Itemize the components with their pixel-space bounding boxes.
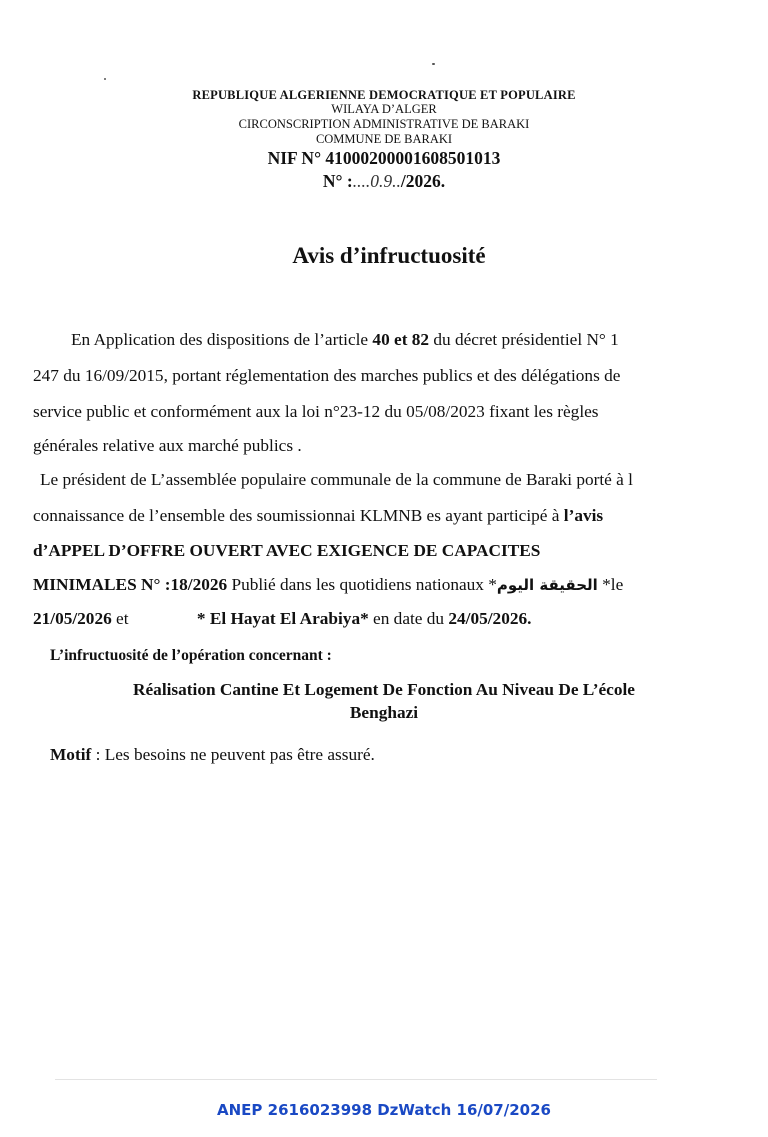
body-line: 247 du 16/09/2015, portant réglementation des marches publics et des délégations de [33,366,621,385]
footer-reference: ANEP 2616023998 DzWatch 16/07/2026 [217,1101,551,1119]
page-title: Avis d’infructuosité [292,243,486,268]
scan-speck [432,63,435,65]
number-suffix: /2026. [400,171,446,191]
operation-line-2: Benghazi [349,703,419,722]
text-run-bold: 24/05/2026. [448,609,532,628]
text-run: du décret présidentiel N° 1 [429,330,619,349]
body-line: service public et conformément aux la loi n°23-12 du 05/08/2023 fixant les règles [33,402,599,421]
number-value: ....0.9.. [352,171,401,191]
header-republic: REPUBLIQUE ALGERIENNE DEMOCRATIQUE ET POPULAIRE [192,88,576,102]
body-line: d’APPEL D’OFFRE OUVERT AVEC EXIGENCE DE CAPACITES [33,541,541,560]
motif-label: Motif [50,745,92,764]
number-prefix: N° : [322,171,353,191]
body-line [71,330,619,350]
text-run: Publié dans les quotidiens nationaux * [227,575,497,594]
header-circonscription: CIRCONSCRIPTION ADMINISTRATIVE DE BARAKI [238,117,530,131]
body-line [33,575,623,595]
text-run-bold: l’avis [563,506,604,525]
scan-edge [55,1079,657,1080]
text-run: En Application des dispositions de l’article [71,330,373,349]
header-commune: COMMUNE DE BARAKI [315,132,453,146]
text-run-bold: MINIMALES N° :18/2026 [33,575,228,594]
text-run-bold: * El Hayat El Arabiya* [196,609,369,628]
text-run: en date du [368,609,449,628]
header-wilaya: WILAYA D’ALGER [331,102,437,116]
body-line: Le président de L’assemblée populaire communale de la commune de Baraki porté à l [40,470,633,489]
scan-speck [104,78,106,80]
body-line [33,506,603,526]
body-line: générales relative aux marché publics . [33,436,302,455]
header-nif: NIF N° 410002000016085010​13 [267,148,501,168]
body-line [33,609,531,629]
text-run-bold: 40 et 82 [372,330,430,349]
text-run: et [111,609,133,628]
arabic-newspaper-name: الحقيقة اليوم [496,576,598,594]
operation-label: L’infructuosité de l’opération concernant : [50,647,332,664]
operation-line-1: Réalisation Cantine Et Logement De Fonction Au Niveau De L’école [133,680,635,699]
header-number [0,171,768,192]
text-run: connaissance de l’ensemble des soumissionnai KLMNB es ayant participé à [33,506,564,525]
motif-line [50,745,375,765]
motif-text: : Les besoins ne peuvent pas être assuré. [91,745,375,764]
text-run-bold: 21/05/2026 [33,609,112,628]
text-run: *le [597,575,624,594]
